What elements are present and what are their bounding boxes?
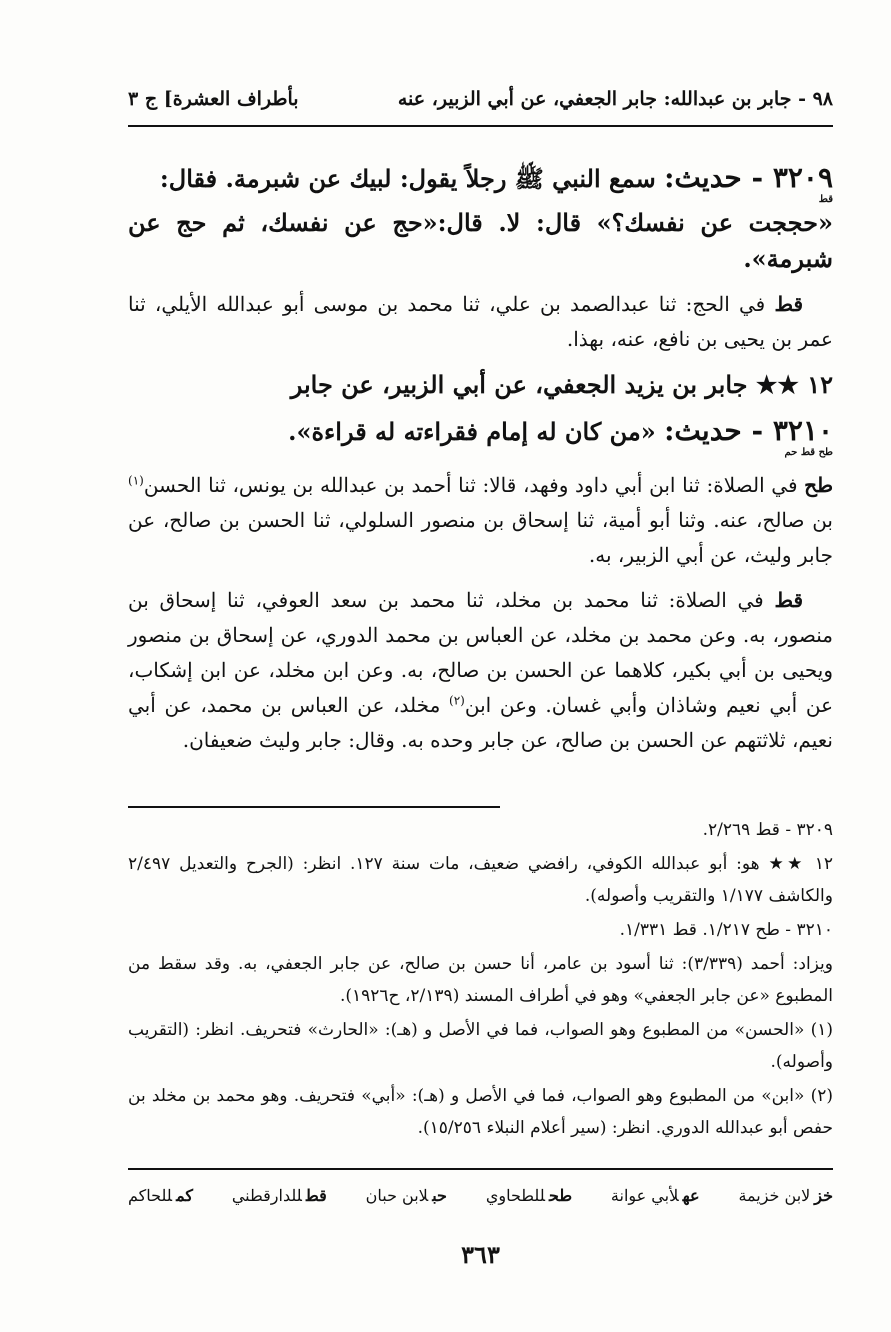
source-qt-3210 <box>128 583 833 758</box>
source-abbr: طح <box>804 473 833 497</box>
source-abbr: قط <box>774 588 803 612</box>
footnote: (١) «الحسن» من المطبوع وهو الصواب، فما في الأصل و (هـ): «الحارث» فتحريف. انظر: (التقريب وأصوله). <box>128 1020 833 1072</box>
source-text: في الصلاة: ثنا محمد بن مخلد، ثنا محمد بن سعد العوفي، ثنا إسحاق بن منصور، به. وعن محمد بن مخلد، عن العباس بن محمد الدوري، عن إسحاق بن منصور ويحيى بن أبي بكير، كلاهما عن الحسن بن صالح، به. وعن ابن مخلد، عن ابن إشكاب، عن أبي نعيم وشاذان وأبي غسان. وعن ابن <box>128 588 834 717</box>
narrator-heading: ١٢ ★★ جابر بن يزيد الجعفي، عن أبي الزبير، عن جابر <box>290 370 833 399</box>
hadith-text: «من كان له إمام فقراءته له قراءة». <box>288 417 656 446</box>
siglum-item <box>486 1186 572 1205</box>
sigla-legend <box>128 1186 833 1205</box>
footnote-ref-2[interactable]: (٢) <box>449 693 465 708</box>
entry-siglum: قط <box>818 194 833 205</box>
footnote-rule <box>128 806 500 808</box>
source-qt-3209 <box>128 287 833 357</box>
siglum-abbr: عه <box>682 1186 700 1205</box>
hadith-text-continued: «حججت عن نفسك؟» قال: لا. قال:«حج عن نفسك، ثم حج عن شبرمة». <box>128 208 833 273</box>
header-rule <box>128 125 833 127</box>
siglum-name: لأبي عوانة <box>610 1186 679 1205</box>
main-text <box>128 160 833 768</box>
source-th-3210 <box>128 468 833 573</box>
entry-number: ٣٢٠٩ - حديث: <box>664 161 833 194</box>
entry-siglum: طح قط حم <box>784 447 833 458</box>
footnote: ويزاد: أحمد (٣/٣٣٩): ثنا أسود بن عامر، أنا حسن بن صالح، عن جابر الجعفي، به. وقد سقط من المطبوع «عن جابر الجعفي» وهو في أطراف المسند (٢/١٣٩، ح١٩٢٦). <box>128 954 833 1006</box>
entry-number: ٣٢١٠ - حديث: <box>664 414 833 447</box>
source-abbr: قط <box>774 292 803 316</box>
source-text: في الصلاة: ثنا ابن أبي داود وفهد، قالا: ثنا أحمد بن عبدالله بن يونس، ثنا الحسن <box>143 473 798 497</box>
source-text: في الحج: ثنا عبدالصمد بن علي، ثنا محمد بن موسى أبو عبدالله الأيلي، ثنا عمر بن يحيى بن نافع، عنه، بهذا. <box>128 292 833 351</box>
footnote: (٢) «ابن» من المطبوع وهو الصواب، فما في الأصل و (هـ): «أبي» فتحريف. وهو محمد بن مخلد بن حفص أبو عبدالله الدوري. انظر: (سير أعلام النبلاء ١٥/٢٥٦). <box>128 1086 833 1138</box>
header-left: بأطراف العشرة] ج ٣ <box>128 88 299 110</box>
siglum-abbr: كم <box>176 1186 193 1205</box>
running-header <box>128 82 833 116</box>
footnote: ٣٢٠٩ - قط ٢/٢٦٩. <box>702 820 833 840</box>
page-number: ٣٦٣ <box>461 1240 500 1269</box>
siglum-item <box>128 1186 193 1205</box>
footnote: ١٢ ★★ هو: أبو عبدالله الكوفي، رافضي ضعيف، مات سنة ١٢٧. انظر: (الجرح والتعديل ٢/٤٩٧ والكاشف ١/١٧٧ والتقريب وأصوله). <box>128 854 833 906</box>
source-text-continued: مخلد، عن العباس بن محمد، عن أبي نعيم، ثلاثتهم عن الحسن بن صالح، عن جابر وحده به. وقال: جابر وليث ضعيفان. <box>128 693 833 752</box>
siglum-item <box>232 1186 327 1205</box>
entry-3210-head <box>128 413 833 450</box>
entry-3209-head <box>128 160 833 197</box>
siglum-abbr: حب <box>432 1186 447 1205</box>
entry-3210 <box>128 413 833 458</box>
siglum-name: للطحاوي <box>485 1186 545 1205</box>
header-right: ٩٨ - جابر بن عبدالله: جابر الجعفي، عن أبي الزبير، عنه <box>397 88 833 110</box>
siglum-item <box>738 1186 833 1205</box>
footnotes <box>128 814 833 1146</box>
footnote: ٣٢١٠ - طح ١/٢١٧. قط ١/٣٣١. <box>619 920 833 940</box>
footnote-ref-1[interactable]: (١) <box>128 473 144 488</box>
siglum-name: للدارقطني <box>231 1186 302 1205</box>
siglum-item <box>611 1186 700 1205</box>
entry-3209 <box>128 160 833 277</box>
sigla-rule <box>128 1168 833 1170</box>
siglum-name: للحاكم <box>128 1186 173 1205</box>
source-text-continued: بن صالح، عنه. وثنا أبو أمية، ثنا إسحاق بن منصور السلولي، ثنا الحسن بن صالح، عن جابر وليث، عن أبي الزبير، به. <box>128 508 833 567</box>
hadith-text: سمع النبي ﷺ رجلاً يقول: لبيك عن شبرمة. فقال: <box>159 164 656 193</box>
siglum-item <box>366 1186 447 1205</box>
page <box>128 0 833 1332</box>
siglum-abbr: خز <box>814 1186 833 1205</box>
siglum-name: لابن خزيمة <box>738 1186 811 1205</box>
siglum-abbr: طح <box>548 1186 573 1205</box>
siglum-abbr: قط <box>305 1186 327 1205</box>
siglum-name: لابن حبان <box>365 1186 429 1205</box>
